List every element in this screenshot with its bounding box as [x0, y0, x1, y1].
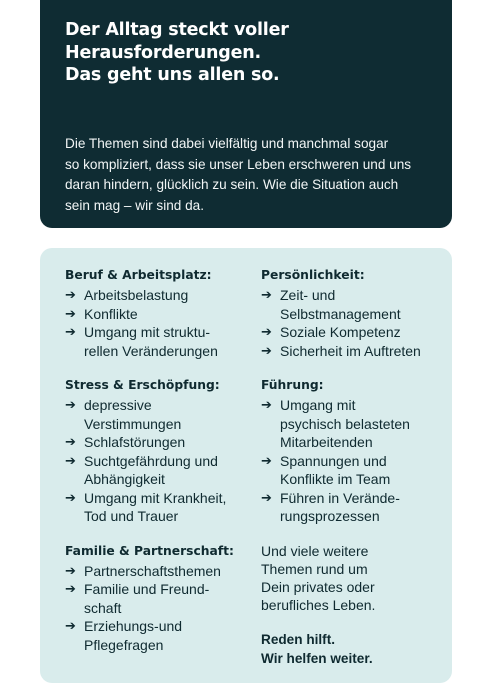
topic-item-line: Mitarbeitenden [280, 434, 373, 450]
topic-list [65, 396, 265, 526]
topic-item-line: Soziale Kompetenz [280, 324, 401, 340]
topic-item-line: rungsprozessen [280, 508, 380, 524]
arrow-right-icon: ➔ [261, 452, 272, 468]
more-topics-line: Themen rund um [261, 560, 368, 577]
topic-item-line: Familie und Freund- [84, 581, 210, 597]
topic-section [261, 376, 446, 526]
topic-item-line: Schlafstörungen [84, 434, 186, 450]
arrow-right-icon: ➔ [65, 305, 76, 321]
arrow-right-icon: ➔ [65, 581, 76, 596]
closing-statement [261, 630, 446, 668]
topic-section-title: Persönlichkeit: [261, 268, 365, 282]
topic-list-item [65, 305, 265, 324]
more-topics-line: Und viele weitere [261, 542, 369, 559]
topic-list [65, 562, 265, 655]
arrow-right-icon: ➔ [65, 452, 76, 468]
topic-item-line: Verstimmungen [84, 415, 182, 432]
topic-item-line: Sicherheit im Auftreten [280, 342, 421, 359]
topic-list-item [261, 452, 446, 489]
more-topics-line: Dein privates oder [261, 578, 375, 595]
topic-list [261, 396, 446, 526]
topic-list-item [65, 323, 265, 360]
intro-heading-line: Der Alltag steckt voller [65, 20, 289, 40]
topics-panel [40, 248, 452, 683]
topic-item-line: Pflegefragen [84, 636, 164, 653]
topic-section-title: Stress & Erschöpfung: [65, 378, 220, 392]
topic-list-item [261, 323, 446, 342]
topic-item-line: Arbeitsbelastung [84, 287, 189, 303]
topic-item-line: depressive [84, 397, 152, 413]
arrow-right-icon: ➔ [261, 342, 272, 358]
topic-list-item [261, 286, 446, 323]
topic-list-item [65, 452, 265, 489]
intro-paragraph [65, 134, 435, 216]
topic-list-item [261, 342, 446, 361]
topic-item-line: Spannungen und [280, 452, 387, 469]
arrow-right-icon: ➔ [261, 397, 272, 412]
arrow-right-icon: ➔ [65, 434, 76, 449]
arrow-right-icon: ➔ [261, 324, 272, 339]
topic-item-line: Selbstmanagement [280, 305, 401, 322]
arrow-right-icon: ➔ [65, 562, 76, 578]
topic-item-line: schaft [84, 599, 122, 616]
intro-heading-line: Das geht uns allen so. [65, 65, 280, 85]
intro-heading [65, 19, 428, 87]
topic-section [261, 266, 446, 360]
topic-list-item [65, 617, 265, 654]
arrow-right-icon: ➔ [65, 287, 76, 302]
topic-list-item [65, 286, 265, 305]
topic-item-line: Partnerschaftsthemen [84, 562, 221, 579]
topic-list [261, 286, 446, 360]
topics-right-column [261, 266, 446, 668]
topic-item-line: rellen Veränderungen [84, 342, 218, 359]
more-topics-text [261, 542, 446, 614]
topic-item-line: psychisch belasteten [280, 415, 410, 432]
topic-section-title: Führung: [261, 378, 324, 392]
topic-list-item [261, 489, 446, 526]
topic-list-item [65, 562, 265, 581]
intro-card [40, 0, 452, 228]
topic-item-line: Zeit- und [280, 287, 336, 303]
topic-item-line: Tod und Trauer [84, 508, 179, 524]
topic-list-item [65, 580, 265, 617]
closing-line: Wir helfen weiter. [261, 650, 373, 666]
arrow-right-icon: ➔ [65, 489, 76, 505]
right-topic-sections [261, 266, 446, 526]
topic-list-item [65, 396, 265, 433]
topics-left-column [65, 266, 265, 670]
topic-section [65, 266, 265, 360]
topic-item-line: Suchtgefährdung und [84, 452, 218, 469]
topic-list-item [65, 433, 265, 452]
topic-item-line: Erziehungs-und [84, 618, 183, 634]
topic-item-line: Abhängigkeit [84, 471, 165, 487]
topic-item-line: Umgang mit struktu- [84, 324, 211, 340]
topic-list-item [261, 396, 446, 452]
topic-list-item [65, 489, 265, 526]
intro-paragraph-line: so kompliziert, dass sie unser Leben erschweren und uns [65, 156, 412, 172]
topic-item-line: Umgang mit [280, 397, 356, 413]
topic-item-line: Führen in Verände- [280, 489, 400, 506]
arrow-right-icon: ➔ [65, 397, 76, 412]
intro-paragraph-line: daran hindern, glücklich zu sein. Wie die Situation auch [65, 177, 399, 192]
arrow-right-icon: ➔ [65, 324, 76, 339]
arrow-right-icon: ➔ [261, 489, 272, 505]
closing-line: Reden hilft. [261, 631, 336, 647]
intro-paragraph-line: Die Themen sind dabei vielfältig und manchmal sogar [65, 136, 389, 151]
intro-paragraph-line: sein mag – wir sind da. [65, 197, 205, 213]
topic-item-line: Konflikte [84, 305, 138, 322]
arrow-right-icon: ➔ [261, 287, 272, 302]
intro-heading-line: Herausforderungen. [65, 42, 261, 63]
topic-section-title: Familie & Partnerschaft: [65, 543, 234, 558]
topic-section [65, 376, 265, 526]
topic-item-line: Konflikte im Team [280, 471, 391, 487]
topic-item-line: Umgang mit Krankheit, [84, 489, 227, 506]
more-topics-line: berufliches Leben. [261, 596, 376, 613]
arrow-right-icon: ➔ [65, 618, 76, 633]
topic-section-title: Beruf & Arbeitsplatz: [65, 268, 212, 282]
topic-list [65, 286, 265, 360]
topic-section [65, 542, 265, 655]
